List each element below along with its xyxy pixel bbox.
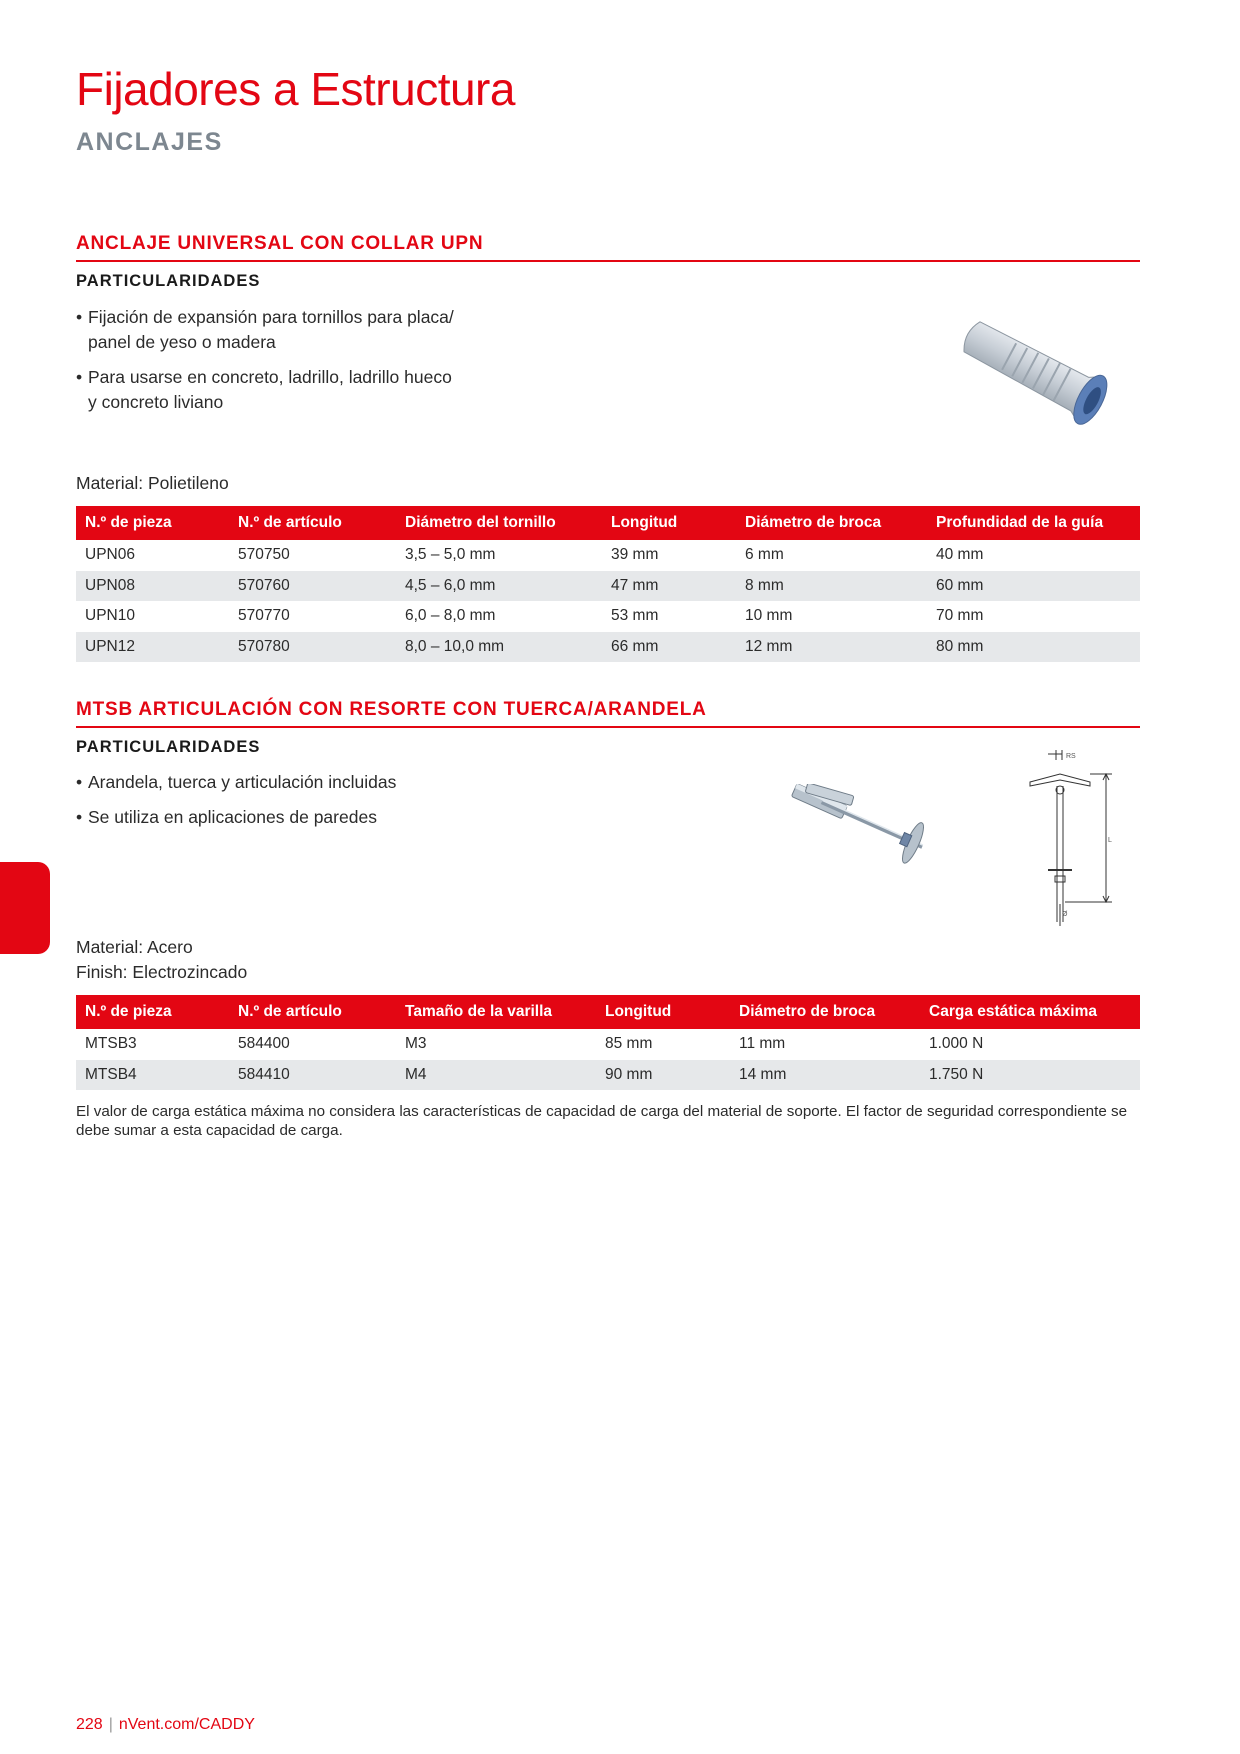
table-cell: 570760 — [229, 571, 396, 602]
table-cell: 53 mm — [611, 607, 659, 625]
table-header: N.º de pieza — [76, 506, 229, 540]
section2-heading: MTSB ARTICULACIÓN CON RESORTE CON TUERCA/ARANDELA — [76, 699, 1140, 728]
table-cell: 584400 — [238, 1035, 290, 1053]
table-cell: 1.000 N — [929, 1035, 984, 1053]
table-header: Diámetro del tornillo — [396, 506, 602, 540]
table-header: Longitud — [602, 506, 736, 540]
section1-bullet: • Fijación de expansión para tornillos para placa/ panel de yeso o madera — [76, 305, 516, 355]
mtsb-toggle-bolt-image — [770, 784, 950, 894]
table-header: Diámetro de broca — [736, 506, 927, 540]
mtsb-dimension-diagram — [1012, 736, 1122, 936]
footer-separator: | — [108, 1716, 113, 1733]
table-cell: 70 mm — [936, 607, 984, 625]
table-cell: MTSB3 — [85, 1035, 137, 1053]
table-cell: 47 mm — [602, 571, 736, 602]
table-header-row — [76, 506, 1140, 540]
table-cell: 8 mm — [736, 571, 927, 602]
table-row — [76, 571, 1140, 602]
table-cell: 570770 — [238, 607, 290, 625]
table-header: Tamaño de la varilla — [396, 995, 596, 1029]
table-cell: UPN12 — [76, 632, 229, 663]
table-cell: 1.750 N — [920, 1060, 1140, 1091]
section1-heading: ANCLAJE UNIVERSAL CON COLLAR UPN — [76, 233, 1140, 262]
section1-particularities-heading: PARTICULARIDADES — [76, 272, 261, 290]
load-note: El valor de carga estática máxima no considera las características de capacidad de carga del material de soporte. El factor de seguridad correspondiente se debe sumar a esta capacidad de carga. — [76, 1103, 1128, 1139]
section2-bullet: • Se utiliza en aplicaciones de paredes — [76, 805, 596, 830]
table-header: N.º de artículo — [229, 995, 396, 1029]
table-row — [76, 1029, 1140, 1060]
table-cell: UPN08 — [76, 571, 229, 602]
table-cell: 6,0 – 8,0 mm — [405, 607, 496, 625]
page-number: 228 — [76, 1716, 103, 1733]
section1-bullet: • Para usarse en concreto, ladrillo, ladrillo hueco y concreto liviano — [76, 365, 516, 415]
table-cell: 12 mm — [736, 632, 927, 663]
table-header: Longitud — [596, 995, 730, 1029]
footer-site-link[interactable]: nVent.com/CADDY — [118, 1716, 255, 1733]
table-header: Profundidad de la guía — [927, 506, 1140, 540]
mtsb-spec-table — [76, 995, 1140, 1090]
table-cell: M4 — [396, 1060, 596, 1091]
table-cell: M3 — [405, 1035, 427, 1053]
table-cell: 11 mm — [739, 1035, 786, 1053]
table-row — [76, 632, 1140, 663]
table-cell: 60 mm — [927, 571, 1140, 602]
table-row — [76, 601, 1140, 632]
table-cell: 85 mm — [605, 1035, 653, 1053]
page-title: Fijadores a Estructura — [76, 63, 515, 115]
section-side-tab — [0, 862, 50, 954]
table-cell: 10 mm — [745, 607, 793, 625]
table-cell: 40 mm — [936, 546, 984, 564]
diagram-label-l: L — [1108, 837, 1112, 844]
section2-bullet-list — [76, 770, 596, 840]
table-header: N.º de artículo — [229, 506, 396, 540]
table-header-row — [76, 995, 1140, 1029]
table-cell: 570780 — [229, 632, 396, 663]
table-cell: 3,5 – 5,0 mm — [405, 546, 496, 564]
table-row — [76, 540, 1140, 571]
table-cell: 14 mm — [730, 1060, 920, 1091]
table-header: Diámetro de broca — [730, 995, 920, 1029]
table-cell: 584410 — [229, 1060, 396, 1091]
table-header: N.º de pieza — [76, 995, 229, 1029]
table-cell: 39 mm — [611, 546, 659, 564]
table-cell: UPN10 — [85, 607, 135, 625]
table-header: Carga estática máxima — [920, 995, 1140, 1029]
table-cell: 90 mm — [596, 1060, 730, 1091]
diagram-label-d: Ø — [1062, 911, 1068, 918]
table-cell: 570750 — [238, 546, 290, 564]
section2-particularities-heading: PARTICULARIDADES — [76, 738, 261, 756]
table-cell: 80 mm — [927, 632, 1140, 663]
section1-material: Material: Polietileno — [76, 473, 229, 493]
upn-spec-table — [76, 506, 1140, 662]
upn-anchor-image — [945, 318, 1135, 428]
table-cell: 4,5 – 6,0 mm — [396, 571, 602, 602]
table-cell: 8,0 – 10,0 mm — [396, 632, 602, 663]
section2-material: Material: Acero — [76, 937, 193, 957]
table-cell: UPN06 — [85, 546, 135, 564]
table-row — [76, 1060, 1140, 1091]
section1-bullet-list — [76, 305, 516, 425]
section2-bullet: • Arandela, tuerca y articulación incluidas — [76, 770, 596, 795]
page-subtitle: ANCLAJES — [76, 128, 223, 156]
table-cell: 66 mm — [602, 632, 736, 663]
diagram-label-rs: RS — [1066, 753, 1076, 760]
table-cell: MTSB4 — [76, 1060, 229, 1091]
page-footer — [76, 1716, 255, 1734]
table-cell: 6 mm — [745, 546, 784, 564]
section2-finish: Finish: Electrozincado — [76, 962, 248, 982]
